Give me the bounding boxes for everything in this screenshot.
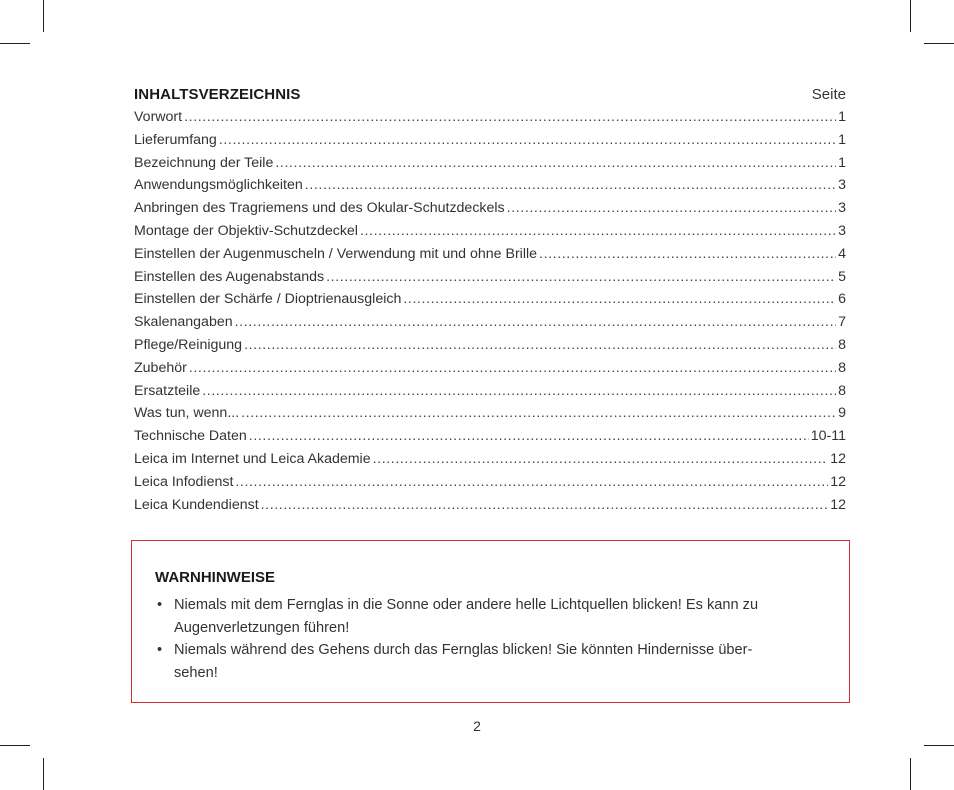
toc-entry-page: 1 — [838, 109, 846, 125]
toc-entry[interactable] — [134, 109, 846, 132]
toc-entry-label: Bezeichnung der Teile — [134, 154, 274, 171]
toc-entry[interactable] — [134, 314, 846, 337]
toc-entry-page: 3 — [838, 222, 846, 239]
toc-entry-label: Vorwort — [134, 109, 183, 125]
toc-entry[interactable] — [134, 200, 846, 223]
toc-entry-page: 1 — [838, 131, 846, 148]
toc-list — [134, 109, 846, 519]
crop-mark-bottom-left-v — [43, 758, 44, 790]
warning-text-line: Niemals mit dem Fernglas in die Sonne oder andere helle Lichtquellen blicken! Es kann zu — [174, 597, 759, 613]
toc-entry[interactable] — [134, 155, 846, 178]
toc-entry-label: Technische Daten — [134, 428, 247, 445]
toc-entry[interactable] — [134, 428, 846, 451]
crop-mark-top-right-h — [924, 43, 954, 44]
warning-box — [131, 540, 850, 703]
toc-dot-leader — [507, 200, 836, 216]
toc-header — [134, 86, 846, 106]
toc-dot-leader — [275, 155, 836, 171]
toc-entry[interactable] — [134, 337, 846, 360]
warning-list — [155, 594, 835, 684]
toc-entry-label: Einstellen der Augenmuscheln / Verwendung mit und ohne Brille — [134, 245, 538, 262]
crop-mark-top-right-v — [910, 0, 911, 32]
toc-entry-label: Montage der Objektiv-Schutzdeckel — [134, 222, 358, 239]
toc-entry[interactable] — [134, 405, 846, 428]
toc-page-column-header: Seite — [811, 86, 846, 103]
toc-dot-leader — [326, 269, 836, 285]
toc-dot-leader — [305, 177, 836, 193]
warning-text-line: Niemals während des Gehens durch das Fernglas blicken! Sie könnten Hindernisse über- — [174, 642, 753, 658]
toc-entry[interactable] — [134, 246, 846, 269]
toc-entry-page: 8 — [838, 382, 846, 399]
warning-text-line: Augenverletzungen führen! — [174, 619, 350, 636]
toc-entry-page: 1 — [838, 154, 846, 171]
crop-mark-bottom-left-h — [0, 745, 30, 746]
toc-entry-label: Leica Infodienst — [134, 473, 234, 490]
toc-entry-page: 9 — [838, 405, 846, 422]
toc-dot-leader — [189, 360, 836, 376]
toc-entry[interactable] — [134, 177, 846, 200]
toc-entry-label: Ersatzteile — [134, 382, 201, 399]
toc-entry-page: 6 — [838, 291, 846, 308]
toc-dot-leader — [241, 405, 836, 421]
toc-entry-page: 3 — [838, 177, 846, 194]
toc-entry-label: Was tun, wenn... — [134, 405, 240, 422]
toc-entry-label: Anwendungsmöglichkeiten — [134, 177, 303, 194]
toc-entry[interactable] — [134, 291, 846, 314]
toc-entry[interactable] — [134, 223, 846, 246]
toc-entry-label: Zubehör — [134, 359, 187, 376]
toc-title: INHALTSVERZEICHNIS — [134, 86, 301, 103]
toc-entry[interactable] — [134, 132, 846, 155]
toc-entry-page: 4 — [838, 245, 846, 262]
warning-title: WARNHINWEISE — [155, 569, 275, 586]
toc-entry-page: 12 — [830, 496, 846, 513]
toc-entry-page: 8 — [838, 359, 846, 376]
toc-entry-label: Lieferumfang — [134, 131, 217, 148]
toc-dot-leader — [403, 291, 836, 307]
toc-entry-page: 12 — [830, 450, 846, 467]
toc-entry-page: 8 — [838, 336, 846, 353]
warning-item — [155, 594, 835, 639]
toc-entry[interactable] — [134, 451, 846, 474]
crop-mark-bottom-right-h — [924, 745, 954, 746]
toc-entry-label: Leica im Internet und Leica Akademie — [134, 450, 371, 467]
toc-entry[interactable] — [134, 269, 846, 292]
toc-entry-page: 3 — [838, 200, 846, 217]
table-of-contents — [134, 86, 846, 519]
bullet-icon: • — [157, 642, 163, 658]
crop-mark-top-left-v — [43, 0, 44, 32]
toc-dot-leader — [219, 132, 836, 148]
crop-mark-top-left-h — [0, 43, 30, 44]
toc-dot-leader — [360, 223, 836, 239]
toc-entry[interactable] — [134, 360, 846, 383]
toc-entry-label: Anbringen des Tragriemens und des Okular-Schutzdeckels — [134, 200, 505, 217]
toc-entry-page: 12 — [830, 473, 846, 490]
toc-entry-page: 7 — [838, 314, 846, 331]
toc-dot-leader — [235, 474, 828, 490]
page-number: 2 — [473, 718, 481, 734]
toc-dot-leader — [184, 109, 836, 125]
toc-entry[interactable] — [134, 383, 846, 406]
bullet-icon: • — [157, 597, 163, 613]
toc-dot-leader — [202, 383, 836, 399]
toc-dot-leader — [539, 246, 836, 262]
toc-dot-leader — [373, 451, 829, 467]
toc-entry-label: Einstellen des Augenabstands — [134, 268, 325, 285]
warning-item — [155, 639, 835, 684]
toc-entry-label: Pflege/Reinigung — [134, 336, 243, 353]
toc-entry[interactable] — [134, 497, 846, 520]
toc-entry[interactable] — [134, 474, 846, 497]
toc-entry-label: Leica Kundendienst — [134, 496, 259, 513]
toc-dot-leader — [261, 497, 829, 513]
toc-dot-leader — [244, 337, 836, 353]
toc-entry-page: 10-11 — [810, 428, 846, 445]
toc-entry-label: Skalenangaben — [134, 314, 233, 331]
toc-entry-page: 5 — [838, 268, 846, 285]
toc-dot-leader — [235, 314, 836, 330]
warning-text-line: sehen! — [174, 664, 218, 681]
toc-dot-leader — [249, 428, 809, 444]
crop-mark-bottom-right-v — [910, 758, 911, 790]
toc-entry-label: Einstellen der Schärfe / Dioptrienausgleich — [134, 291, 402, 308]
